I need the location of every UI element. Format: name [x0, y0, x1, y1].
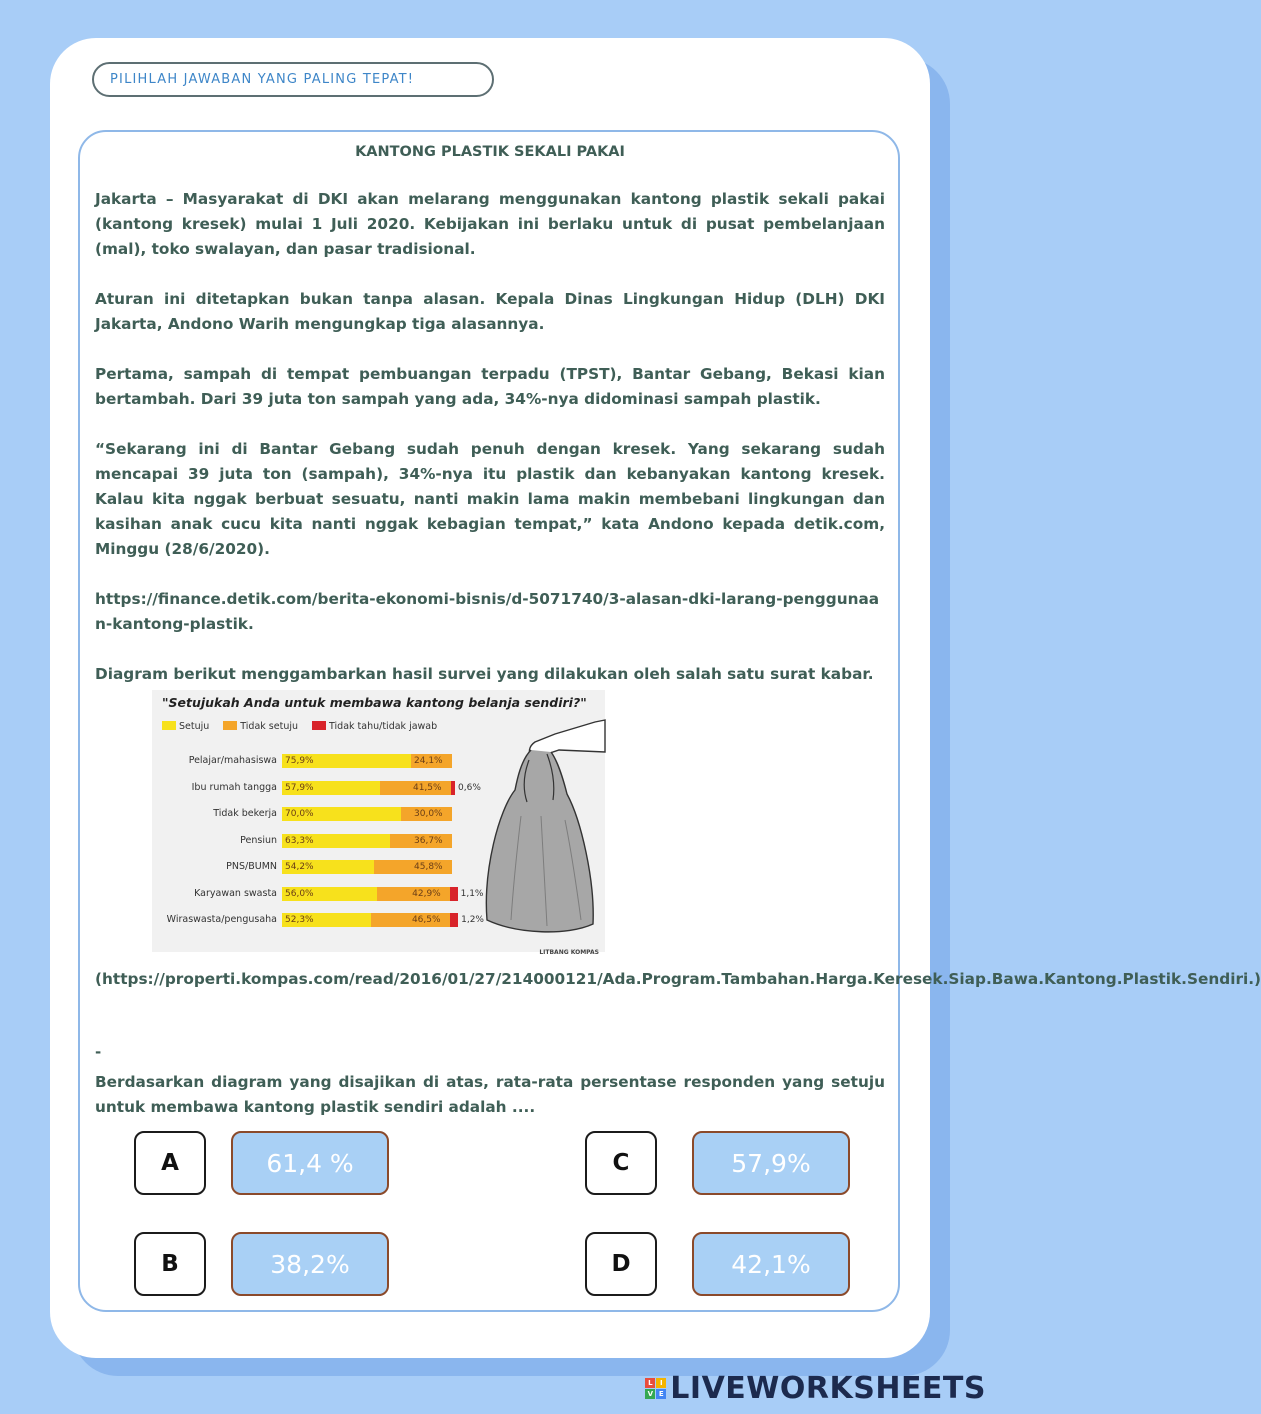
- chart-category-label: Wiraswasta/pengusaha: [166, 914, 277, 925]
- legend-swatch-setuju: [162, 721, 176, 730]
- source-link: https://finance.detik.com/berita-ekonomi-bisnis/d-5071740/3-alasan-dki-larang-penggunaan-kantong-plastik.: [95, 590, 880, 633]
- option-b-letter: B: [134, 1232, 206, 1296]
- liveworksheets-logo[interactable]: [645, 1371, 986, 1406]
- chart-data-label: 52,3%: [285, 915, 314, 925]
- chart-data-label: 57,9%: [285, 782, 314, 793]
- chart-credit: LITBANG KOMPAS: [539, 949, 599, 956]
- article-paragraph: Jakarta – Masyarakat di DKI akan melarang menggunakan kantong plastik sekali pakai (kantong kresek) mulai 1 Juli 2020. Kebijakan ini berlaku untuk di pusat pembelanjaan (mal), toko swalayan, dan pasar tradisional.: [95, 190, 885, 258]
- chart-data-label: 46,5%: [411, 915, 441, 925]
- chart-source: (https://properti.kompas.com/read/2016/01/27/214000121/Ada.Program.Tambahan.Harga.Keresek.Siap.Bawa.Kantong.Plastik.Sendiri.): [95, 970, 1261, 988]
- legend-label: Tidak setuju: [240, 721, 299, 732]
- chart-bar-tidak-tahu-tidak-jawab: [450, 913, 458, 927]
- legend-label: Tidak tahu/tidak jawab: [329, 721, 438, 732]
- chart-category-label: Pelajar/mahasiswa: [188, 755, 277, 766]
- separator: -: [95, 1043, 102, 1061]
- survey-chart: [152, 690, 605, 956]
- chart-data-label: 45,8%: [414, 862, 443, 872]
- chart-data-label: 54,2%: [285, 862, 314, 872]
- chart-category-label: PNS/BUMN: [226, 861, 277, 872]
- option-c-answer[interactable]: 57,9%: [692, 1131, 850, 1195]
- brand-name: LIVEWORKSHEETS: [670, 1371, 986, 1406]
- chart-data-label: 24,1%: [414, 756, 443, 766]
- option-a-answer[interactable]: 61,4 %: [231, 1131, 389, 1195]
- logo-letter: E: [656, 1389, 666, 1399]
- article-paragraph: “Sekarang ini di Bantar Gebang sudah penuh dengan kresek. Yang sekarang sudah mencapai 39 juta ton (sampah), 34%-nya itu plastik dan kebanyakan kantong kresek. Kalau kita nggak berbuat sesuatu, nanti makin lama makin membebani lingkungan dan kasihan anak cucu kita nanti nggak kebagian tempat,” kata Andono kepada detik.com, Minggu (28/6/2020).: [95, 440, 885, 558]
- logo-letter: I: [656, 1378, 666, 1388]
- option-c-letter: C: [585, 1131, 657, 1195]
- logo-letter: L: [645, 1378, 655, 1388]
- chart-bar-tidak-tahu-tidak-jawab: [450, 887, 457, 901]
- article: [95, 140, 885, 712]
- plastic-bag-icon: [477, 720, 605, 945]
- chart-data-label: 75,9%: [285, 756, 314, 766]
- question-text: Berdasarkan diagram yang disajikan di atas, rata-rata persentase responden yang setuju untuk membawa kantong plastik sendiri adalah ....: [95, 1073, 885, 1116]
- chart-data-label: 1,1%: [460, 888, 484, 899]
- option-b-answer[interactable]: 38,2%: [231, 1232, 389, 1296]
- legend-item-setuju: [162, 721, 209, 732]
- chart-data-label: 41,5%: [412, 782, 442, 793]
- diagram-intro: Diagram berikut menggambarkan hasil survei yang dilakukan oleh salah satu surat kabar.: [95, 665, 874, 683]
- legend-label: Setuju: [179, 721, 210, 732]
- chart-data-label: 70,0%: [285, 809, 314, 819]
- chart-title: "Setujukah Anda untuk membawa kantong belanja sendiri?": [162, 695, 587, 710]
- chart-data-label: 56,0%: [285, 888, 314, 899]
- chart-bar-tidak-tahu-tidak-jawab: [451, 781, 455, 795]
- chart-data-label: 1,2%: [461, 915, 484, 925]
- chart-category-label: Tidak bekerja: [213, 808, 277, 819]
- legend-item-tidak-tahu: [312, 721, 437, 732]
- article-paragraph: Aturan ini ditetapkan bukan tanpa alasan. Kepala Dinas Lingkungan Hidup (DLH) DKI Jakarta, Andono Warih mengungkap tiga alasannya.: [95, 290, 885, 333]
- legend-swatch-tidak-setuju: [223, 721, 237, 730]
- option-d-letter: D: [585, 1232, 657, 1296]
- chart-data-label: 30,0%: [414, 809, 443, 819]
- option-d-answer[interactable]: 42,1%: [692, 1232, 850, 1296]
- article-paragraph: Pertama, sampah di tempat pembuangan terpadu (TPST), Bantar Gebang, Bekasi kian bertambah. Dari 39 juta ton sampah yang ada, 34%-nya didominasi sampah plastik.: [95, 365, 885, 408]
- logo-grid-icon: [645, 1378, 666, 1399]
- chart-data-label: 0,6%: [458, 782, 481, 793]
- legend-item-tidak-setuju: [223, 721, 298, 732]
- logo-letter: V: [645, 1389, 655, 1399]
- chart-data-label: 63,3%: [285, 835, 314, 846]
- chart-category-label: Karyawan swasta: [194, 887, 277, 899]
- chart-data-label: 42,9%: [412, 888, 441, 899]
- instruction-banner: PILIHLAH JAWABAN YANG PALING TEPAT!: [92, 62, 494, 97]
- option-a-letter: A: [134, 1131, 206, 1195]
- article-title: KANTONG PLASTIK SEKALI PAKAI: [355, 144, 625, 160]
- chart-data-label: 36,7%: [414, 835, 443, 846]
- legend-swatch-tidak-tahu: [312, 721, 326, 730]
- chart-legend: [162, 721, 437, 732]
- chart-category-label: Ibu rumah tangga: [191, 781, 277, 793]
- chart-category-label: Pensiun: [240, 834, 277, 846]
